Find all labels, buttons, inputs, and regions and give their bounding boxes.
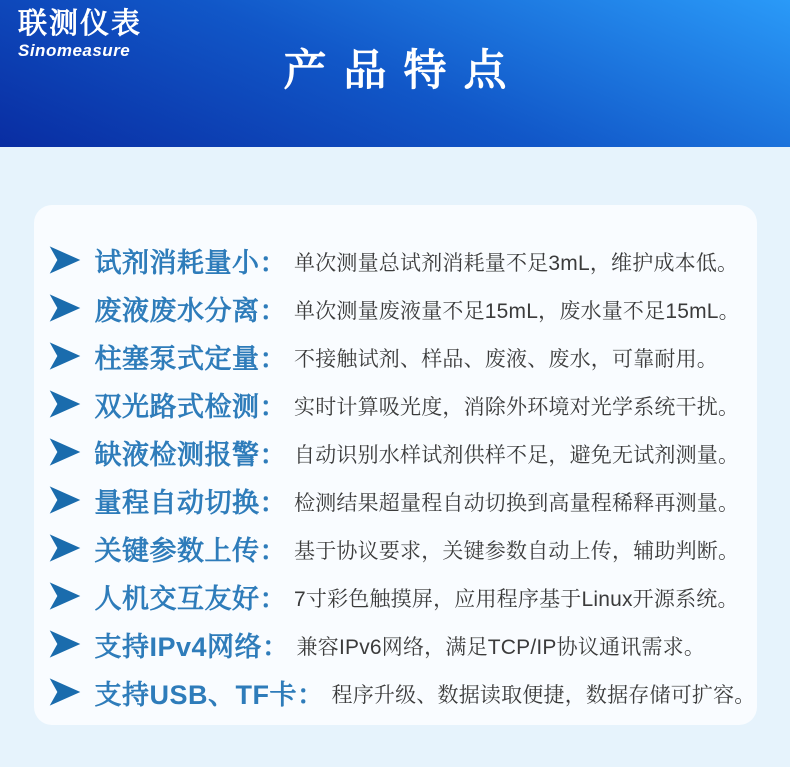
content-area [0, 147, 790, 767]
feature-row [48, 236, 743, 284]
feature-description: 检测结果超量程自动切换到高量程稀释再测量。 [294, 492, 740, 515]
page-header [0, 0, 790, 147]
feature-description: 不接触试剂、样品、废液、废水，可靠耐用。 [294, 348, 718, 371]
arrowhead-icon [48, 294, 82, 322]
feature-row [48, 428, 743, 476]
feature-description: 实时计算吸光度，消除外环境对光学系统干扰。 [294, 396, 740, 419]
feature-title: 废液废水分离： [94, 295, 287, 326]
feature-description: 7寸彩色触摸屏，应用程序基于Linux开源系统。 [294, 588, 739, 611]
brand-logo-english: Sinomeasure [18, 41, 131, 60]
arrowhead-icon [48, 534, 82, 562]
feature-description: 自动识别水样试剂供样不足，避免无试剂测量。 [294, 444, 740, 467]
feature-title: 量程自动切换： [94, 487, 287, 518]
brand-logo [18, 10, 142, 59]
feature-row [48, 380, 743, 428]
page-title: 产品特点 [283, 47, 524, 95]
arrowhead-icon [48, 438, 82, 466]
feature-title: 支持USB、TF卡： [94, 679, 325, 710]
feature-row [48, 284, 743, 332]
feature-row [48, 332, 743, 380]
feature-row [48, 620, 743, 668]
feature-title: 试剂消耗量小： [94, 247, 287, 278]
brand-logo-chinese: 联测仪表 [18, 8, 143, 40]
arrowhead-icon [48, 630, 82, 658]
arrowhead-icon [48, 390, 82, 418]
feature-description: 兼容IPv6网络，满足TCP/IP协议通讯需求。 [296, 636, 706, 659]
feature-description: 程序升级、数据读取便捷，数据存储可扩容。 [331, 684, 756, 707]
feature-description: 单次测量总试剂消耗量不足3mL，维护成本低。 [294, 252, 739, 275]
feature-title: 人机交互友好： [94, 583, 287, 614]
feature-description: 单次测量废液量不足15mL，废水量不足15mL。 [294, 300, 740, 323]
arrowhead-icon [48, 582, 82, 610]
feature-title: 柱塞泵式定量： [94, 343, 287, 374]
feature-title: 双光路式检测： [94, 391, 287, 422]
feature-row [48, 476, 743, 524]
features-card [34, 205, 757, 725]
arrowhead-icon [48, 246, 82, 274]
arrowhead-icon [48, 342, 82, 370]
feature-title: 缺液检测报警： [94, 439, 287, 470]
feature-description: 基于协议要求，关键参数自动上传，辅助判断。 [294, 540, 740, 563]
feature-title: 支持IPv4网络： [94, 631, 290, 662]
arrowhead-icon [48, 486, 82, 514]
feature-title: 关键参数上传： [94, 535, 287, 566]
feature-row [48, 572, 743, 620]
feature-row [48, 668, 756, 716]
arrowhead-icon [48, 678, 82, 706]
feature-row [48, 524, 743, 572]
